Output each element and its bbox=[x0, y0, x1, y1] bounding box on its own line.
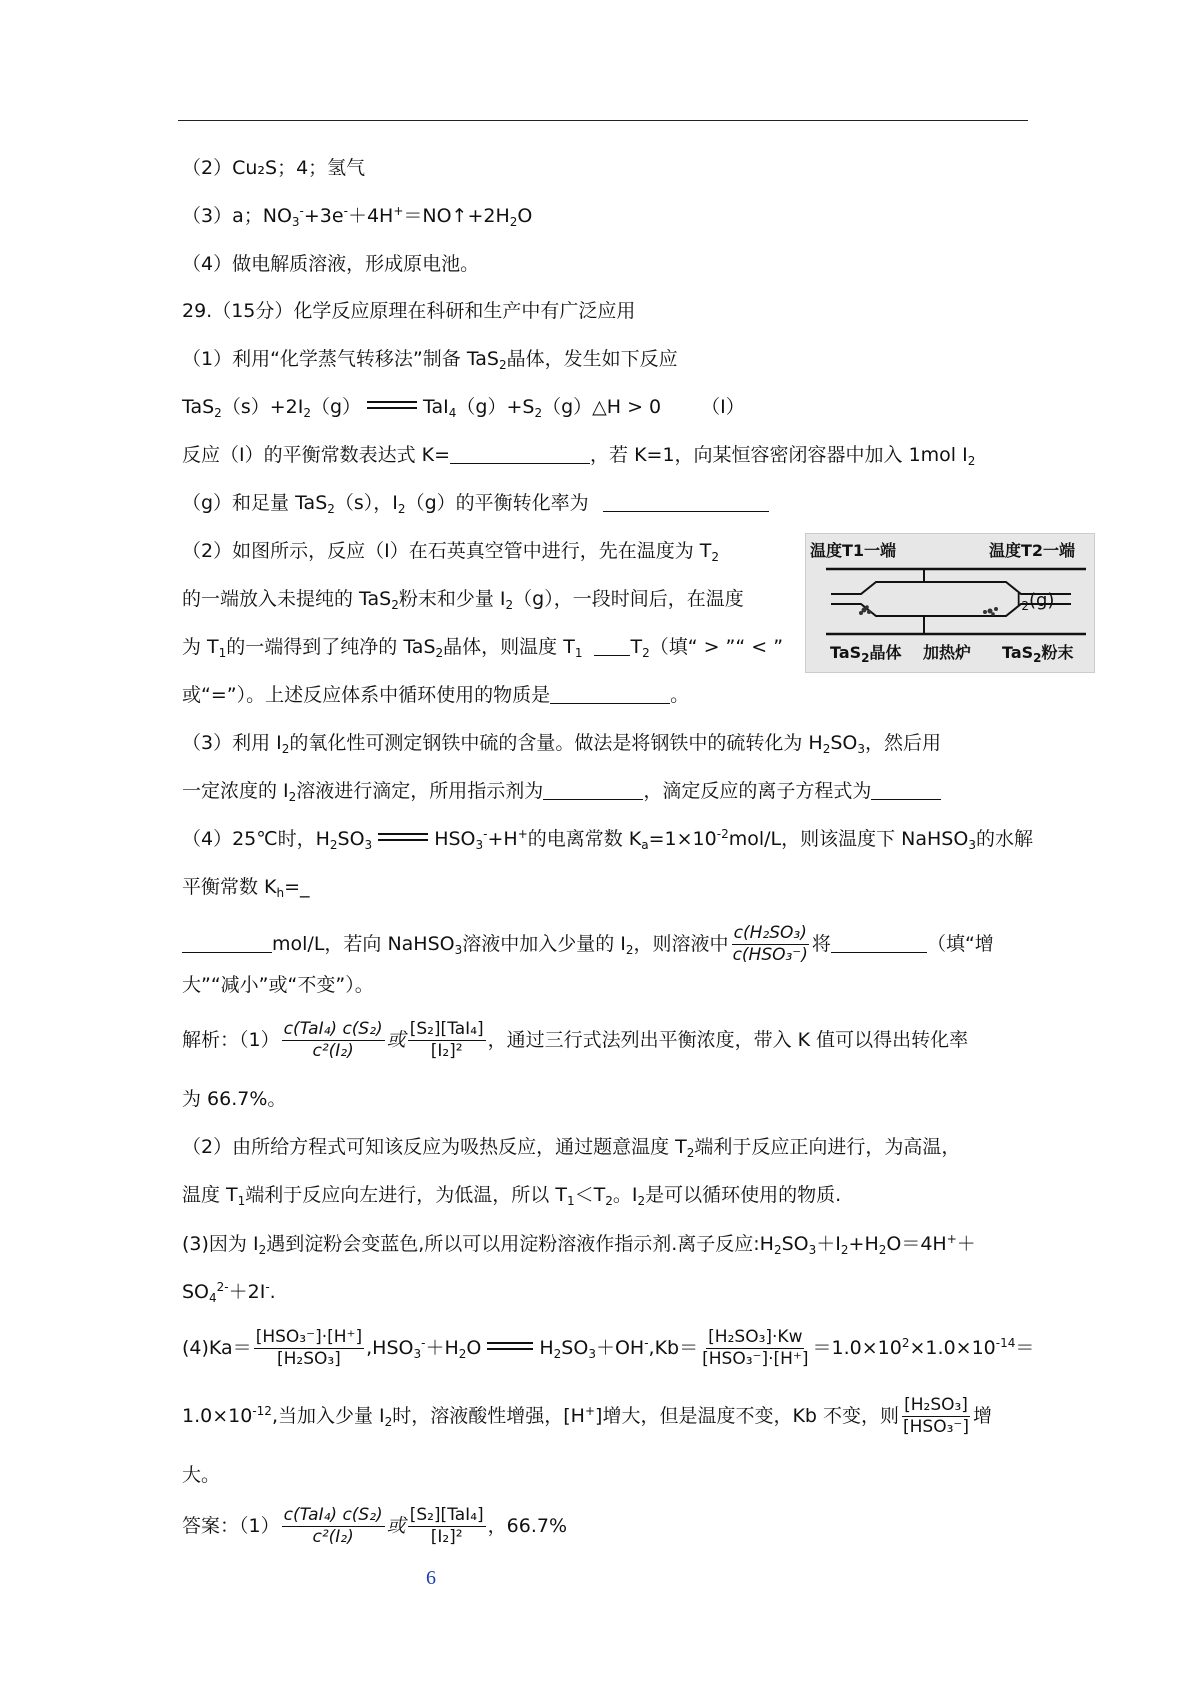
question-part4-line1: （4）25℃时，$H_2SO_3$ $HSO_3^-+H^+$的电离常数 $K_a=1\times 10^{-2}mol/L$，则该温度下 NaHSO$_3$的水解 bbox=[182, 827, 1033, 852]
answer-k-fraction-c: $\frac{\text{c(TaI₄) c(S₂)}}{\text{c²(I₂)}}$ bbox=[283, 1505, 383, 1547]
question-29-part1: （1）利用“化学蒸气转移法”制备 TaS$_2$晶体，发生如下反应 bbox=[182, 348, 678, 372]
question-29-title: 29.（15分）化学反应原理在科研和生产中有广泛应用 bbox=[182, 300, 636, 322]
analysis-part4-line2: $1.0\times 10^{-12}$,当加入少量 $I_2$时，溶液酸性增强，[H+]增大，但是温度不变，Kb 不变，则 $\frac{\text{[H₂SO₃]}}{\text{[HSO₃⁻]}}$ 增 bbox=[182, 1395, 993, 1437]
question-part2-line3: 为 $T_1$的一端得到了纯净的 TaS$_2$晶体，则温度 $T_1$ $T_2$（填“ > ”“ < ” bbox=[182, 636, 784, 660]
figure-label-powder: TaS$_2$粉末 bbox=[1002, 643, 1074, 665]
analysis-part4-line1: (4)Ka＝ $\frac{\text{[HSO₃⁻]·[H⁺]}}{\text{[H₂SO₃]}}$ $,HSO_3^-+H_2O$ $H_2SO_3+OH^-,Kb=$ $\frac{\text{[H₂SO₃]·Kw}}{\text{[HSO₃⁻]·[H⁺]}}$ $=1.0\times 10^2\times 1.0\times 10^{-14}=$ bbox=[182, 1327, 1035, 1369]
equilibrium-arrow-icon bbox=[487, 1339, 533, 1353]
answer-blank bbox=[450, 443, 590, 464]
question-conversion: （g）和足量 TaS$_2$（s），$I_2(g)$的平衡转化率为 bbox=[182, 490, 769, 516]
k-fraction-c: $\frac{\text{c(TaI₄) c(S₂)}}{\text{c²(I₂)}}$ bbox=[283, 1019, 383, 1061]
answer-blank bbox=[871, 779, 941, 800]
kb-fraction: $\frac{\text{[H₂SO₃]·Kw}}{\text{[HSO₃⁻]·[H⁺]}}$ bbox=[702, 1327, 809, 1369]
answer-blank bbox=[550, 683, 670, 704]
figure-label-t2: 温度T2一端 bbox=[989, 541, 1076, 560]
figure-label-crystal: TaS$_2$晶体 bbox=[830, 643, 902, 665]
question-part2-line1: （2）如图所示，反应（I）在石英真空管中进行，先在温度为 $T_2$ bbox=[182, 540, 719, 564]
figure-label-furnace: 加热炉 bbox=[923, 643, 972, 662]
answer-line-1: 答案：（1） $\frac{\text{c(TaI₄) c(S₂)}}{\text{c²(I₂)}}$ 或 $\frac{\text{[S₂][TaI₄]}}{\text{[I₂]²}}$ ，66.7% bbox=[182, 1505, 567, 1547]
question-part4-line4: 大”“减小”或“不变”）。 bbox=[182, 974, 374, 996]
question-k-expression: 反应（I）的平衡常数表达式 K= ，若 K=1，向某恒容密闭容器中加入 1mol $I_2$ bbox=[182, 444, 976, 468]
analysis-line-1: 解析：（1） $\frac{\text{c(TaI₄) c(S₂)}}{\text{c²(I₂)}}$ 或 $\frac{\text{[S₂][TaI₄]}}{\text{[I₂]²}}$ ，通过三行式法列出平衡浓度，带入 K 值可以得出转化率 bbox=[182, 1019, 969, 1061]
answer-blank bbox=[182, 932, 272, 953]
answer-blank bbox=[603, 491, 769, 512]
answer-line-3: （3）a；$NO_3^-+3e^-+4H^+=NO↑+2H_2O$ bbox=[182, 204, 533, 229]
equilibrium-arrow-icon bbox=[367, 398, 417, 412]
k-fraction-bracket: $\frac{\text{[S₂][TaI₄]}}{\text{[I₂]²}}$ bbox=[409, 1019, 484, 1061]
question-part2-line2: 的一端放入未提纯的 TaS$_2$粉末和少量 $I_2(g)$，一段时间后，在温度 bbox=[182, 588, 744, 612]
header-rule bbox=[178, 120, 1028, 121]
concentration-ratio-fraction: $\frac{\text{c(H₂SO₃)}}{\text{c(HSO₃⁻)}}$ bbox=[732, 923, 808, 965]
analysis-line-2: 为 66.7%。 bbox=[182, 1088, 287, 1110]
question-part3-line1: （3）利用 $I_2$的氧化性可测定钢铁中硫的含量。做法是将钢铁中的硫转化为 $H_2SO_3$，然后用 bbox=[182, 732, 942, 756]
figure-label-i2: $I_2(g)$ bbox=[1016, 590, 1055, 613]
answer-k-fraction-bracket: $\frac{\text{[S₂][TaI₄]}}{\text{[I₂]²}}$ bbox=[409, 1505, 484, 1547]
ratio-fraction-bracket: $\frac{\text{[H₂SO₃]}}{\text{[HSO₃⁻]}}$ bbox=[903, 1395, 970, 1437]
answer-line-2: （2）Cu₂S；4；氢气 bbox=[182, 157, 366, 179]
answer-line-4: （4）做电解质溶液，形成原电池。 bbox=[182, 253, 480, 275]
analysis-part3-line1: (3)因为 $I_2$遇到淀粉会变蓝色,所以可以用淀粉溶液作指示剂.离子反应$:H_2SO_3+I_2+H_2O=4H^++$ bbox=[182, 1232, 976, 1257]
question-part4-line2: 平衡常数 $K_h=\_$ bbox=[182, 876, 310, 900]
answer-blank bbox=[831, 932, 927, 953]
ka-fraction: $\frac{\text{[HSO₃⁻]·[H⁺]}}{\text{[H₂SO₃]}}$ bbox=[255, 1327, 363, 1369]
equilibrium-arrow-icon bbox=[378, 830, 428, 844]
figure-label-t1: 温度T1一端 bbox=[810, 541, 897, 560]
reaction-equation: $TaS_2(s)+2I_2(g)$ $TaI_4(g)+S_2(g)\triangle H > 0$ （I） bbox=[182, 396, 745, 420]
answer-blank bbox=[543, 779, 643, 800]
answer-blank bbox=[594, 635, 630, 656]
analysis-part2-line2: 温度 $T_1$端利于反应向左进行，为低温，所以 $T_1<T_2$。$I_2$是可以循环使用的物质. bbox=[182, 1184, 842, 1208]
page-number: 6 bbox=[426, 1567, 436, 1589]
question-part3-line2: 一定浓度的 $I_2$溶液进行滴定，所用指示剂为 ，滴定反应的离子方程式为 bbox=[182, 778, 941, 804]
question-part2-line4: 或“=”）。上述反应体系中循环使用的物质是 。 bbox=[182, 684, 690, 706]
quartz-tube-figure bbox=[805, 533, 1095, 673]
question-part4-line3: mol/L，若向 NaHSO$_3$溶液中加入少量的 $I_2$，则溶液中 $\frac{\text{c(H₂SO₃)}}{\text{c(HSO₃⁻)}}$ 将 （填“增 bbox=[182, 920, 994, 968]
analysis-part4-line3: 大。 bbox=[182, 1464, 221, 1486]
analysis-part2-line1: （2）由所给方程式可知该反应为吸热反应，通过题意温度 $T_2$端利于反应正向进行，为高温， bbox=[182, 1136, 961, 1160]
analysis-part3-line2: $SO_4^{2-}+2I^-$. bbox=[182, 1280, 276, 1305]
